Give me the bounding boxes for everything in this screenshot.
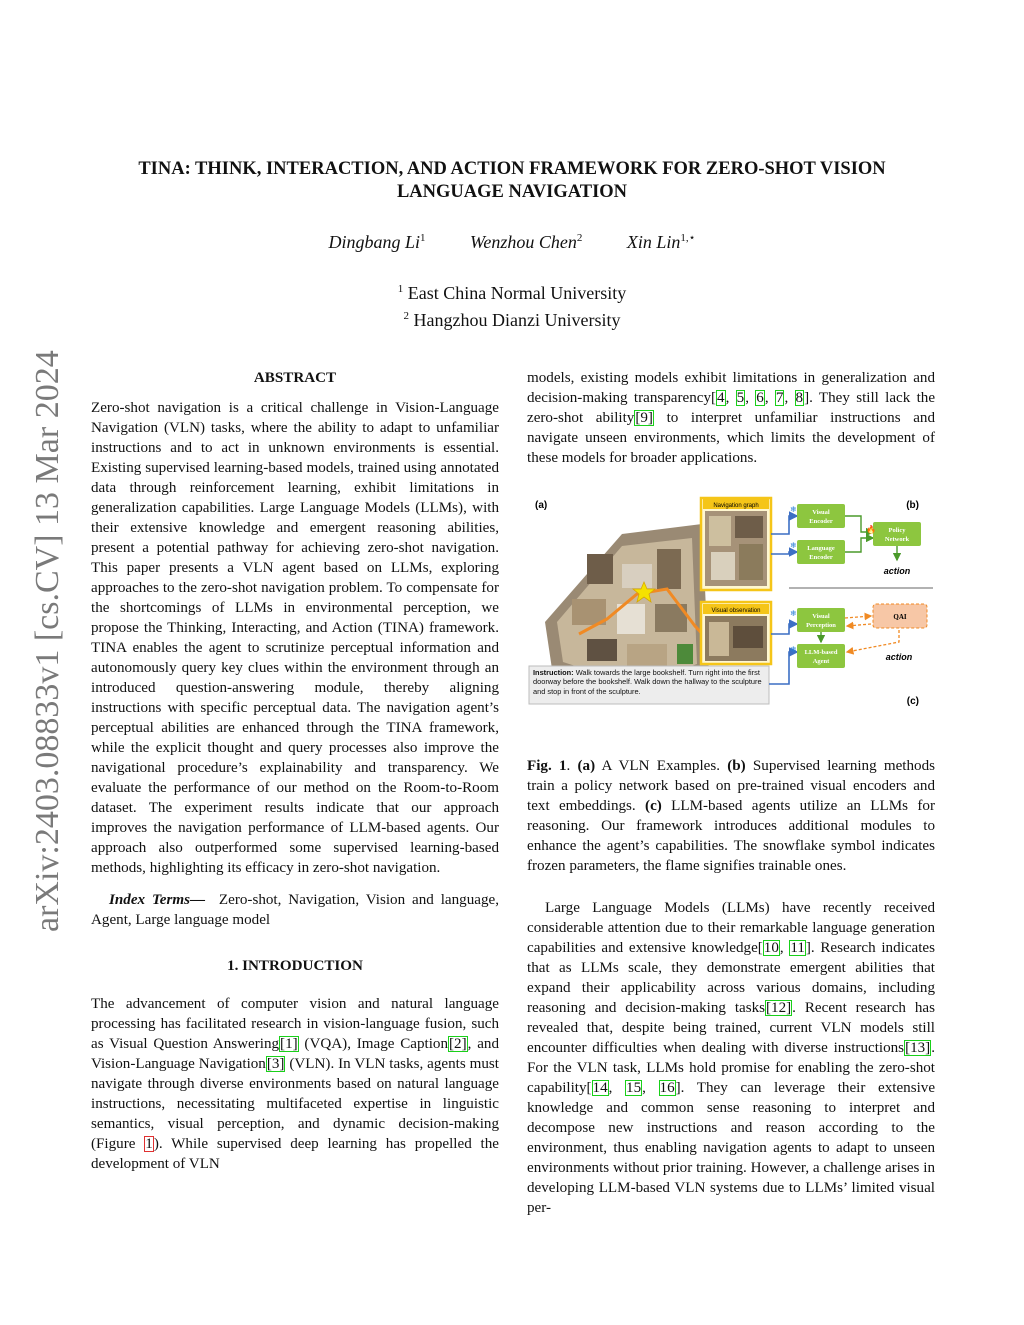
panel-c-label: (c): [906, 696, 919, 707]
snowflake-icon: ❄: [790, 505, 797, 514]
intro-paragraph-1-continued: models, existing models exhibit limitations in generalization and decision-making transparency[4, 5, 6, 7, 8]. They still lack the zero-shot ability[9] to interpret unfamiliar instructions and navigate unseen environments, which limits the development of these models for broader applications.: [527, 370, 936, 466]
arxiv-stamp-text: arXiv:2403.08833v1 [cs.CV] 13 Mar 2024: [29, 350, 66, 932]
svg-text:Encoder: Encoder: [809, 518, 833, 525]
figure-1: [527, 494, 935, 744]
visual-observation-label: Visual observation: [711, 608, 761, 614]
citation-link[interactable]: [9]: [635, 410, 653, 426]
snowflake-icon: ❄: [790, 609, 797, 618]
intro-paragraph-1: The advancement of computer vision and natural language processing has facilitated research in vision-language fusion, such as Visual Question Answering[1] (VQA), Image Caption[2], and Vision-Language Navigation[3] (VLN). In VLN tasks, agents must navigate through diverse environments based on natural language instructions, necessitating multifaceted expertise in linguistic semantics, visual perception, and dynamic decision-making (Figure 1). While supervised deep learning has propelled the development of VLN: [91, 996, 499, 1172]
citation-link[interactable]: 7: [775, 390, 784, 406]
affiliation: $^1$ East China Normal University: [397, 283, 627, 303]
citation-link[interactable]: 11: [790, 940, 805, 956]
citation-link[interactable]: [12]: [766, 1000, 792, 1016]
abstract-text: Zero-shot navigation is a critical challenge in Vision-Language Navigation (VLN) tasks, where the ability to adapt to unfamiliar instructions and to act in unknown environments is essential. Existing supervised learning-based models, trained using annotated data through reinforcement learning, exhibit limitations in generalization capabilities. Large Language Models (LLMs), with their extensive knowledge and emergent reasoning abilities, present a potential pathway for achieving zero-shot navigation. This paper presents a VLN agent based on LLMs, exploring approaches to the zero-shot navigation problem. To compensate for the shortcomings of LLMs in environmental perception, we propose the Thinking, Interacting, and Action (TINA) framework. TINA enables the agent to scrutinize perceptual information and autonomously query key clues within the environment through an introduced question-answering module, thereby aligning instructions with specific perceptual data. The navigation agent’s perceptual abilities are enhanced through the TINA framework, while the explicit thought and query processes also improve the navigational procedure’s explainability and transparency. We evaluate the performance of our method on the Room-to-Room dataset. The experiment results indicate that our approach improves the navigation performance of LLM-based agents. Our approach also outperformed some supervised learning-based methods, highlighting its efficacy in zero-shot navigation.: [91, 400, 499, 876]
figure-caption: Fig. 1. (a) A VLN Examples. (b) Supervised learning methods train a policy network based on pre-trained visual encoders and text embeddings. (c) LLM-based agents utilize an LLMs for reasoning. Our framework introduces additional modules to enhance the agent’s capabilities. The snowflake symbol indicates frozen parameters, the flame signifies trainable ones.: [527, 758, 936, 874]
snowflake-icon: ❄: [790, 541, 797, 550]
svg-text:Perception: Perception: [806, 622, 836, 629]
right-column: [527, 368, 935, 1218]
citation-link[interactable]: 14: [592, 1080, 608, 1096]
index-terms: [91, 890, 499, 930]
citation-link[interactable]: 4: [717, 390, 725, 406]
svg-text:Encoder: Encoder: [809, 554, 833, 561]
svg-text:Agent: Agent: [812, 658, 830, 665]
figure-1-graphic: [527, 494, 935, 744]
paper-title: TINA: THINK, INTERACTION, AND ACTION FRAMEWORK FOR ZERO-SHOT VISION LANGUAGE NAVIGATION: [138, 159, 886, 202]
citation-link[interactable]: 15: [626, 1080, 642, 1096]
svg-text:Network: Network: [884, 536, 910, 543]
citation-link[interactable]: [1]: [280, 1036, 298, 1052]
navigation-graph-label: Navigation graph: [713, 503, 759, 509]
action-c-label: action: [885, 652, 913, 662]
intro-heading: 1. INTRODUCTION: [227, 958, 363, 974]
author: Xin Lin$^{1,⋆}$: [626, 232, 696, 252]
svg-text:Visual: Visual: [812, 613, 830, 620]
citation-link[interactable]: 16: [659, 1080, 675, 1096]
index-terms-text: Zero-shot, Navigation, Vision and language, Agent, Large language model: [91, 892, 499, 928]
svg-text:Policy: Policy: [888, 527, 906, 534]
citation-link[interactable]: 10: [763, 940, 779, 956]
affiliation: $^2$ Hangzhou Dianzi University: [403, 310, 621, 330]
intro-paragraph-2: Large Language Models (LLMs) have recently received considerable attention due to their remarkable language generation capabilities and extensive knowledge[10, 11]. Research indicates that as LLMs scale, they demonstrate emergent abilities that expand their applicability across various domains, including reasoning and decision-making tasks[12]. Recent research has revealed that, despite being trained, current VLN models still encounter difficulties when dealing with diverse instructions[13]. For the VLN task, LLMs hold promise for enabling the zero-shot capability[14, 15, 16]. They can leverage their extensive knowledge and common sense reasoning to interpret and decompose new instructions and reason according to the environment, thus enabling navigation agents to adapt to unseen environments without prior training. However, a challenge arises in developing LLM-based VLN systems due to LLMs’ limited visual per-: [527, 900, 936, 1216]
arxiv-side-stamp: [10, 350, 70, 940]
citation-link[interactable]: [3]: [266, 1056, 285, 1072]
flame-icon: 🔥: [866, 525, 876, 534]
panel-a-label: (a): [535, 500, 548, 511]
author: Wenzhou Chen$^2$: [470, 232, 583, 252]
affiliations: [90, 278, 934, 332]
snowflake-icon: ❄: [790, 645, 797, 654]
citation-link[interactable]: 5: [736, 390, 745, 406]
left-column: [91, 368, 499, 1174]
svg-text:Language: Language: [807, 545, 835, 552]
citation-link[interactable]: [2]: [449, 1036, 467, 1052]
panel-b-label: (b): [906, 500, 919, 511]
abstract-heading: ABSTRACT: [253, 370, 337, 386]
svg-text:LLM-based: LLM-based: [804, 649, 838, 656]
qai-label: QAI: [893, 613, 907, 621]
citation-link[interactable]: 6: [756, 390, 764, 406]
instruction-text: Instruction: Walk towards the large bookshelf. Turn right into the first doorway before the bookshelf. Walk down the hallway to the sculpture and stop in front of the sculpture.: [533, 668, 762, 696]
author-list: [90, 231, 934, 253]
figure-link[interactable]: 1: [145, 1136, 153, 1152]
author: Dingbang Li$^1$: [328, 232, 426, 252]
index-terms-label: Index Terms—: [109, 892, 206, 908]
svg-text:Visual: Visual: [812, 509, 830, 516]
citation-link[interactable]: 8: [795, 390, 804, 406]
action-b-label: action: [883, 566, 911, 576]
citation-link[interactable]: [13]: [905, 1040, 931, 1056]
